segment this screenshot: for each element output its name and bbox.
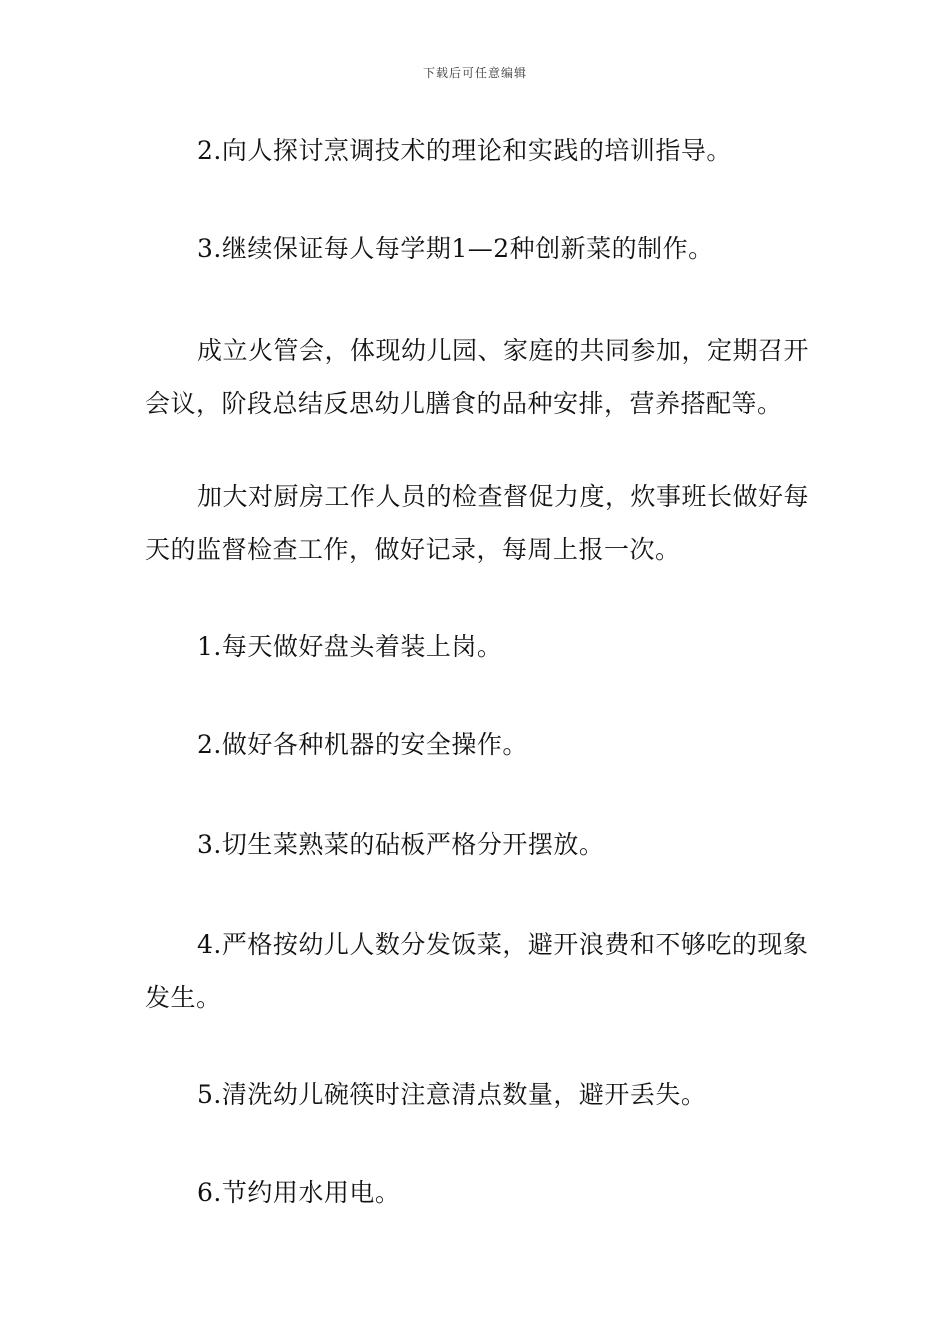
paragraph-item: 5.清洗幼儿碗筷时注意清点数量，避开丢失。 xyxy=(197,1080,707,1109)
paragraph-item: 3.继续保证每人每学期1—2种创新菜的制作。 xyxy=(197,234,714,263)
paragraph-item: 6.节约用水用电。 xyxy=(197,1178,401,1207)
paragraph-item: 1.每天做好盘头着装上岗。 xyxy=(197,632,503,661)
paragraph-item: 2.做好各种机器的安全操作。 xyxy=(197,730,528,759)
paragraph-text: 加大对厨房工作人员的检查督促力度，炊事班长做好每天的监督检查工作，做好记录，每周上报一次。 xyxy=(145,482,810,564)
paragraph-text: 成立火管会，体现幼儿园、家庭的共同参加，定期召开会议，阶段总结反思幼儿膳食的品种安排，营养搭配等。 xyxy=(145,336,810,418)
paragraph-item: 2.向人探讨烹调技术的理论和实践的培训指导。 xyxy=(197,136,732,165)
paragraph-item: 3.切生菜熟菜的砧板严格分开摆放。 xyxy=(197,830,605,859)
page-header: 下载后可任意编辑 xyxy=(422,66,527,80)
paragraph-item: 4.严格按幼儿人数分发饭菜，避开浪费和不够吃的现象发生。 xyxy=(145,930,809,1012)
